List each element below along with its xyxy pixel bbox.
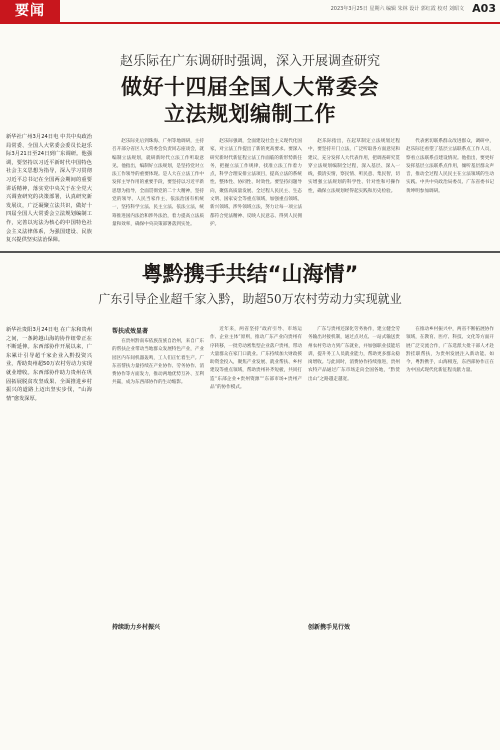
story1-column-4 (406, 138, 494, 250)
story2-subtitle: 广东引导企业超千家入黔，助超50万农村劳动力实现就业 (98, 292, 402, 306)
story1-subtitle: 赵乐际在广东调研时强调，深入开展调查研究 (119, 54, 380, 69)
story2-title: 粤黔携手共结“山海情” (141, 262, 359, 286)
story2-column-1 (112, 338, 204, 618)
story2-summary: 新华社贵阳3月24日电 在广东和贵州之间，一条跨越山海的协作纽带正在不断延伸。东西部协作开展以来，广东累计引导超千家企业入黔投资兴业，帮助贵州超50万农村劳动力实现就业增收。东西部协作助力贵州在巩固拓展脱贫攻坚成果、全面推进乡村振兴的道路上迈出坚实步伐，“山海情”愈发深厚。 (6, 327, 92, 402)
story2-subhead-3: 持续助力乡村振兴 (112, 624, 161, 631)
story2-column-3 (308, 326, 400, 618)
section-tag: 要闻 (0, 0, 60, 22)
story2-column-2 (210, 326, 302, 618)
story1-summary: 新华社广州3月24日电 中共中央政治局常委、全国人大常委会委员长赵乐际3月21日至24日到广东调研。他强调，要坚持以习近平新时代中国特色社会主义思想为指导，深入学习贯彻习近平总书记在全国两会期间的重要讲话精神，落实党中央关于在全党大兴调查研究的决策部署，认真研究新发展议，广泛凝聚立法共识，做好十四届全国人大常委会立法规划编制工作，完善以宪法为核心的中国特色社会主义法律体系，为强国建设、民族复兴提供坚实法治保障。 (6, 134, 92, 244)
story1-col3-text: 赵乐际指出，在起草制定立法规划过程中，要坚持开门立法，广泛听取各方面意见和建议，充分发挥人大代表作用，把调查研究贯穿立法规划编制全过程，深入基层、深入一线，摸清实情，察民情、听民意、集民智，切实增强立法规划的科学性、针对性和可操作性，确保立法规划经得起实践和历史检验。 (308, 139, 400, 194)
story1-column-1 (112, 138, 204, 250)
story2-column-4 (406, 326, 494, 618)
story2-col3-text: 广东与贵州还深化劳务协作，建立健全劳务输出对接机制，通过点对点、一站式输送贵州农村劳动力到广东就业，并加强职业技能培训，提升务工人员就业能力，帮助更多群众稳岗增收。与此同时，消费协作持续推进，贵州农特产品通过广东市场走向全国各地，“黔货出山”之路越走越宽。 (308, 327, 400, 382)
story1-col1-text: 赵乐际先后到珠海、广州等地调研，主持召开部分省区人大常委会负责同志座谈会，就编制立法规划，就研新时代立法工作听取意见。他指出，编制好立法规划，是坚持党对立法工作领导的重要体现。是人大在立法工作中发挥主导作用的重要手段，要坚持以习近平新思想为指导，全面贯彻党的二十大精神，坚持党的领导、人民当家作主、依法治国有机统一，坚持科学立法、民主立法、依法立法，统筹推进国内法治和涉外法治，着力提高立法质量和效率，确保中央决策部署落到实处。 (112, 139, 204, 227)
story2-col4-text: 在推动乡村振兴中，两省不断拓展协作领域，在教育、医疗、科技、文化等方面开展广泛交流合作，广东选派大批干部人才赴黔挂职帮扶，为贵州发展注入新动能。如今，粤黔携手，山海相连，东西部协作正在为中国式现代化新征程贡献力量。 (406, 327, 494, 374)
story1-column-3 (308, 138, 400, 250)
story-divider (0, 251, 500, 253)
story2-subhead-2: 创新携手见行效 (308, 624, 351, 631)
story1-title-line2: 立法规划编制工作 (164, 102, 336, 126)
story1-col4-text: 代表密切联系群众改进群众，调研中，赵乐际还看望了基层立法联系点工作人员，察看立法联系点建设情况。他指出，要更好发挥基层立法联系点作用，倾听基层群众声音，推动全过程人民民主在立法领域的生动实践。中共中央政治局委员、广东省委书记黄坤明参加调研。 (406, 139, 494, 194)
story2-col2-text: 近年来，两省坚持“政府引导、市场运作、企业主体”原则，推动广东产业向贵州有序转移，一批劳动密集型企业落户贵州，带动大量群众在家门口就业。广东持续加大财政援助资金投入，聚焦产业发展、就业帮扶、乡村建设等重点领域，帮助贵州补齐短板，共同打造“东部企业+贵州资源”“东部市场+贵州产品”的协作模式。 (210, 327, 302, 391)
story1-col2-text: 赵乐际强调，全面建设社会主义现代化国家，对立法工作提出了新的更高要求。要深入研究新时代新征程立法工作面临的新形势新任务，把握立法工作规律，找准立法工作着力点，科学合理安排立法项目，提高立法的系统性、整体性、协同性、时效性。要坚持问题导向，聚焦高质量发展、全过程人民民主、生态文明、国家安全等重点领域，加强重点领域、新兴领域、涉外领域立法，努力让每一项立法都符合宪法精神、反映人民意志、得到人民拥护。 (210, 139, 302, 227)
story2-subhead-1: 帮扶成效显著 (112, 328, 149, 335)
story2-col1-text: 在贵州黔南布依族苗族自治州，来自广东的帮扶企业带动当地群众发展特色产业，产业园区内车间机器轰鸣，工人们正忙着生产。广东省帮扶力量持续在产业协作、劳务协作、消费协作等方面发力，推动两地优势互补、互利共赢，成为东西部协作的生动缩影。 (112, 339, 204, 386)
masthead-info: 2023年3月25日 星期六 编辑 朱林 设计 郭红霞 校对 刘昭文 (330, 6, 464, 12)
page-number: A03 (472, 2, 496, 15)
page-header-bar (0, 0, 500, 24)
story1-column-2 (210, 138, 302, 250)
story1-title-line1: 做好十四届全国人大常委会 (121, 75, 379, 99)
